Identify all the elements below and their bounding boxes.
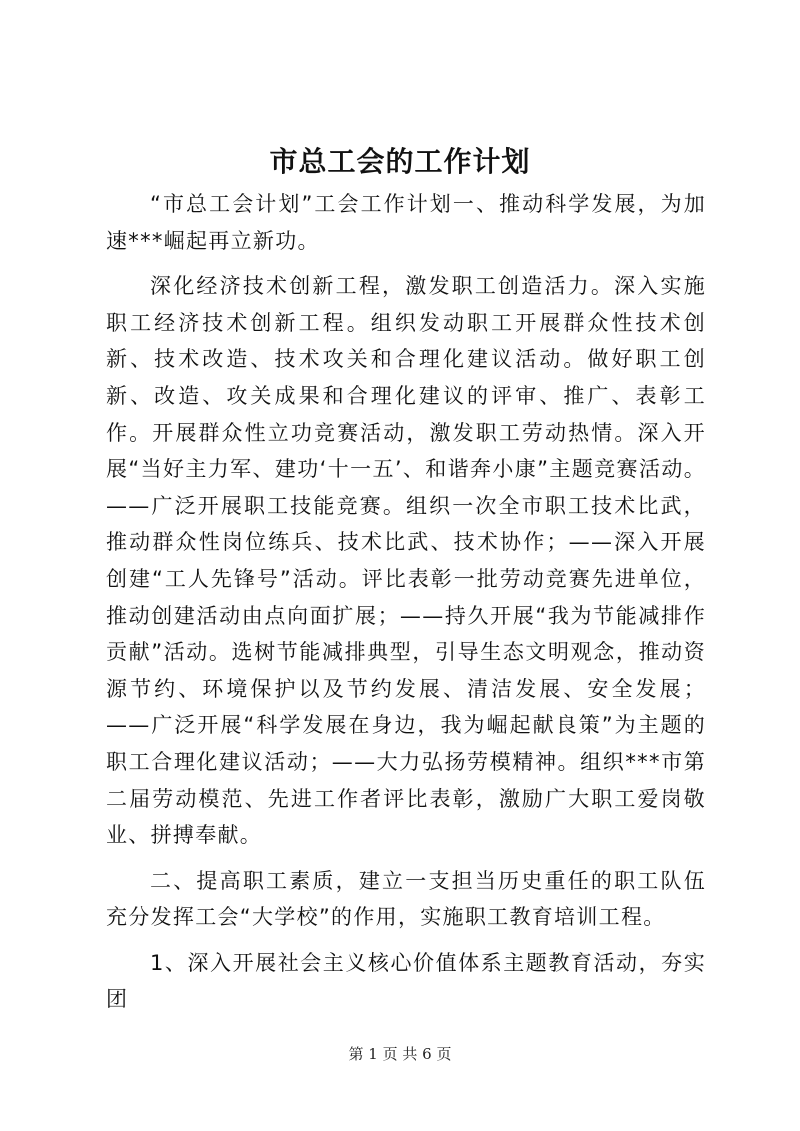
- paragraph-item-one: 1、深入开展社会主义核心价值体系主题教育活动，夯实团: [106, 950, 706, 1012]
- document-title: 市总工会的工作计划: [269, 145, 531, 178]
- paragraph-intro: “市总工会计划”工会工作计划一、推动科学发展，为加速***崛起再立新功。: [106, 192, 706, 253]
- paragraph-innovation: 深化经济技术创新工程，激发职工创造活力。深入实施职工经济技术创新工程。组织发动职工开展群众性技术创新、技术改造、技术攻关和合理化建议活动。做好职工创新、改造、攻关成果和合理化建议的评审、推广、表彰工作。开展群众性立功竞赛活动，激发职工劳动热情。深入开展“当好主力军、建功‘十一五’、和谐奔小康”主题竞赛活动。——广泛开展职工技能竞赛。组织一次全市职工技术比武，推动群众性岗位练兵、技术比武、技术协作；——深入开展创建“工人先锋号”活动。评比表彰一批劳动竞赛先进单位，推动创建活动由点向面扩展；——持久开展“我为节能减排作贡献”活动。选树节能减排典型，引导生态文明观念，推动资源节约、环境保护以及节约发展、清洁发展、安全发展；——广泛开展“科学发展在身边，我为崛起献良策”为主题的职工合理化建议活动；——大力弘扬劳模精神。组织***市第二届劳动模范、先进工作者评比表彰，激励广大职工爱岗敬业、拼搏奉献。: [106, 274, 706, 848]
- document-body: [106, 186, 706, 1018]
- paragraph-section-two: 二、提高职工素质，建立一支担当历史重任的职工队伍充分发挥工会“大学校”的作用，实施职工教育培训工程。: [106, 868, 706, 930]
- page-footer: 第 1 页 共 6 页: [348, 1045, 452, 1063]
